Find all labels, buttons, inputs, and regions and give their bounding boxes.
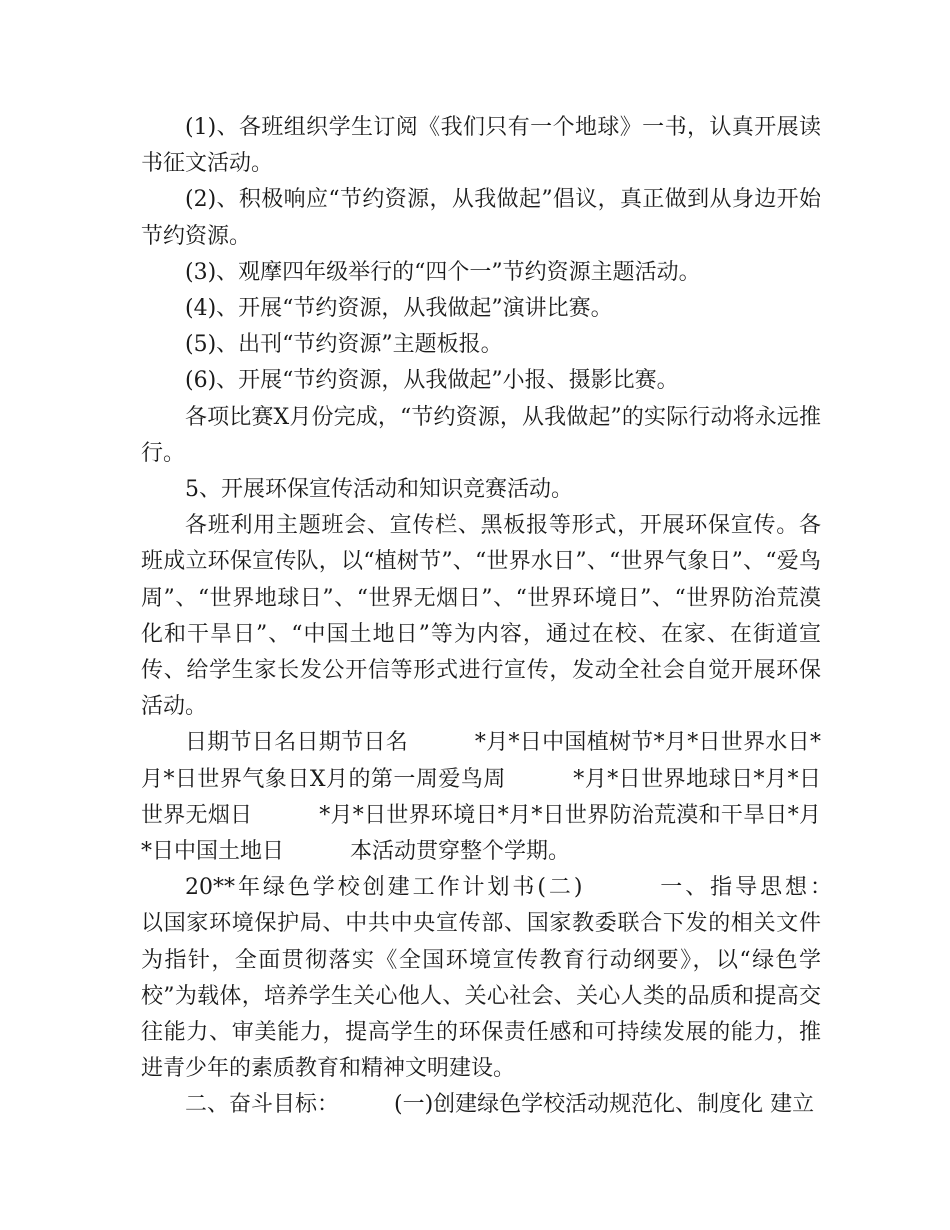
document-body: [141, 110, 888, 1124]
paragraph-6: (6)、开展“节约资源，从我做起”小报、摄影比赛。: [185, 368, 679, 394]
paragraph-7: 各项比赛X月份完成，“节约资源，从我做起”的实际行动将永远推行。: [141, 404, 821, 466]
section-heading-5: 5、开展环保宣传活动和知识竞赛活动。: [185, 477, 573, 503]
paragraph-4: (4)、开展“节约资源，从我做起”演讲比赛。: [185, 296, 613, 322]
paragraph-2: (2)、积极响应“节约资源，从我做起”倡议，真正做到从身边开始节约资源。: [141, 187, 821, 249]
paragraph-goals: 二、奋斗目标： (一)创建绿色学校活动规范化、制度化 建立: [185, 1092, 815, 1118]
paragraph-dates-table: 日期节日名日期节日名 *月*日中国植树节*月*日世界水日*月*日世界气象日X月的第一周爱鸟周 *月*日世界地球日*月*日世界无烟日 *月*日世界环境日*月*日世界防治荒漠和干旱日*月*日中国土地日 本活动贯穿整个学期。: [141, 730, 821, 865]
paragraph-9: 各班利用主题班会、宣传栏、黑板报等形式，开展环保宣传。各班成立环保宣传队，以“植树节”、“世界水日”、“世界气象日”、“爱鸟周”、“世界地球日”、“世界无烟日”、“世界环境日”、“世界防治荒漠化和干旱日”、“中国土地日”等为内容，通过在校、在家、在街道宣传、给学生家长发公开信等形式进行宣传，发动全社会自觉开展环保活动。: [141, 513, 821, 720]
paragraph-1: (1)、各班组织学生订阅《我们只有一个地球》一书，认真开展读书征文活动。: [141, 115, 821, 177]
paragraph-plan-two: 20**年绿色学校创建工作计划书(二) 一、指导思想： 以国家环境保护局、中共中央宣传部、国家教委联合下发的相关文件为指针，全面贯彻落实《全国环境宣传教育行动纲要》，以“绿色学校”为载体，培养学生关心他人、关心社会、关心人类的品质和提高交往能力、审美能力，提高学生的环保责任感和可持续发展的能力，推进青少年的素质教育和精神文明建设。: [141, 875, 888, 1082]
paragraph-5: (5)、出刊“节约资源”主题板报。: [185, 332, 503, 358]
paragraph-3: (3)、观摩四年级举行的“四个一”节约资源主题活动。: [185, 259, 701, 285]
